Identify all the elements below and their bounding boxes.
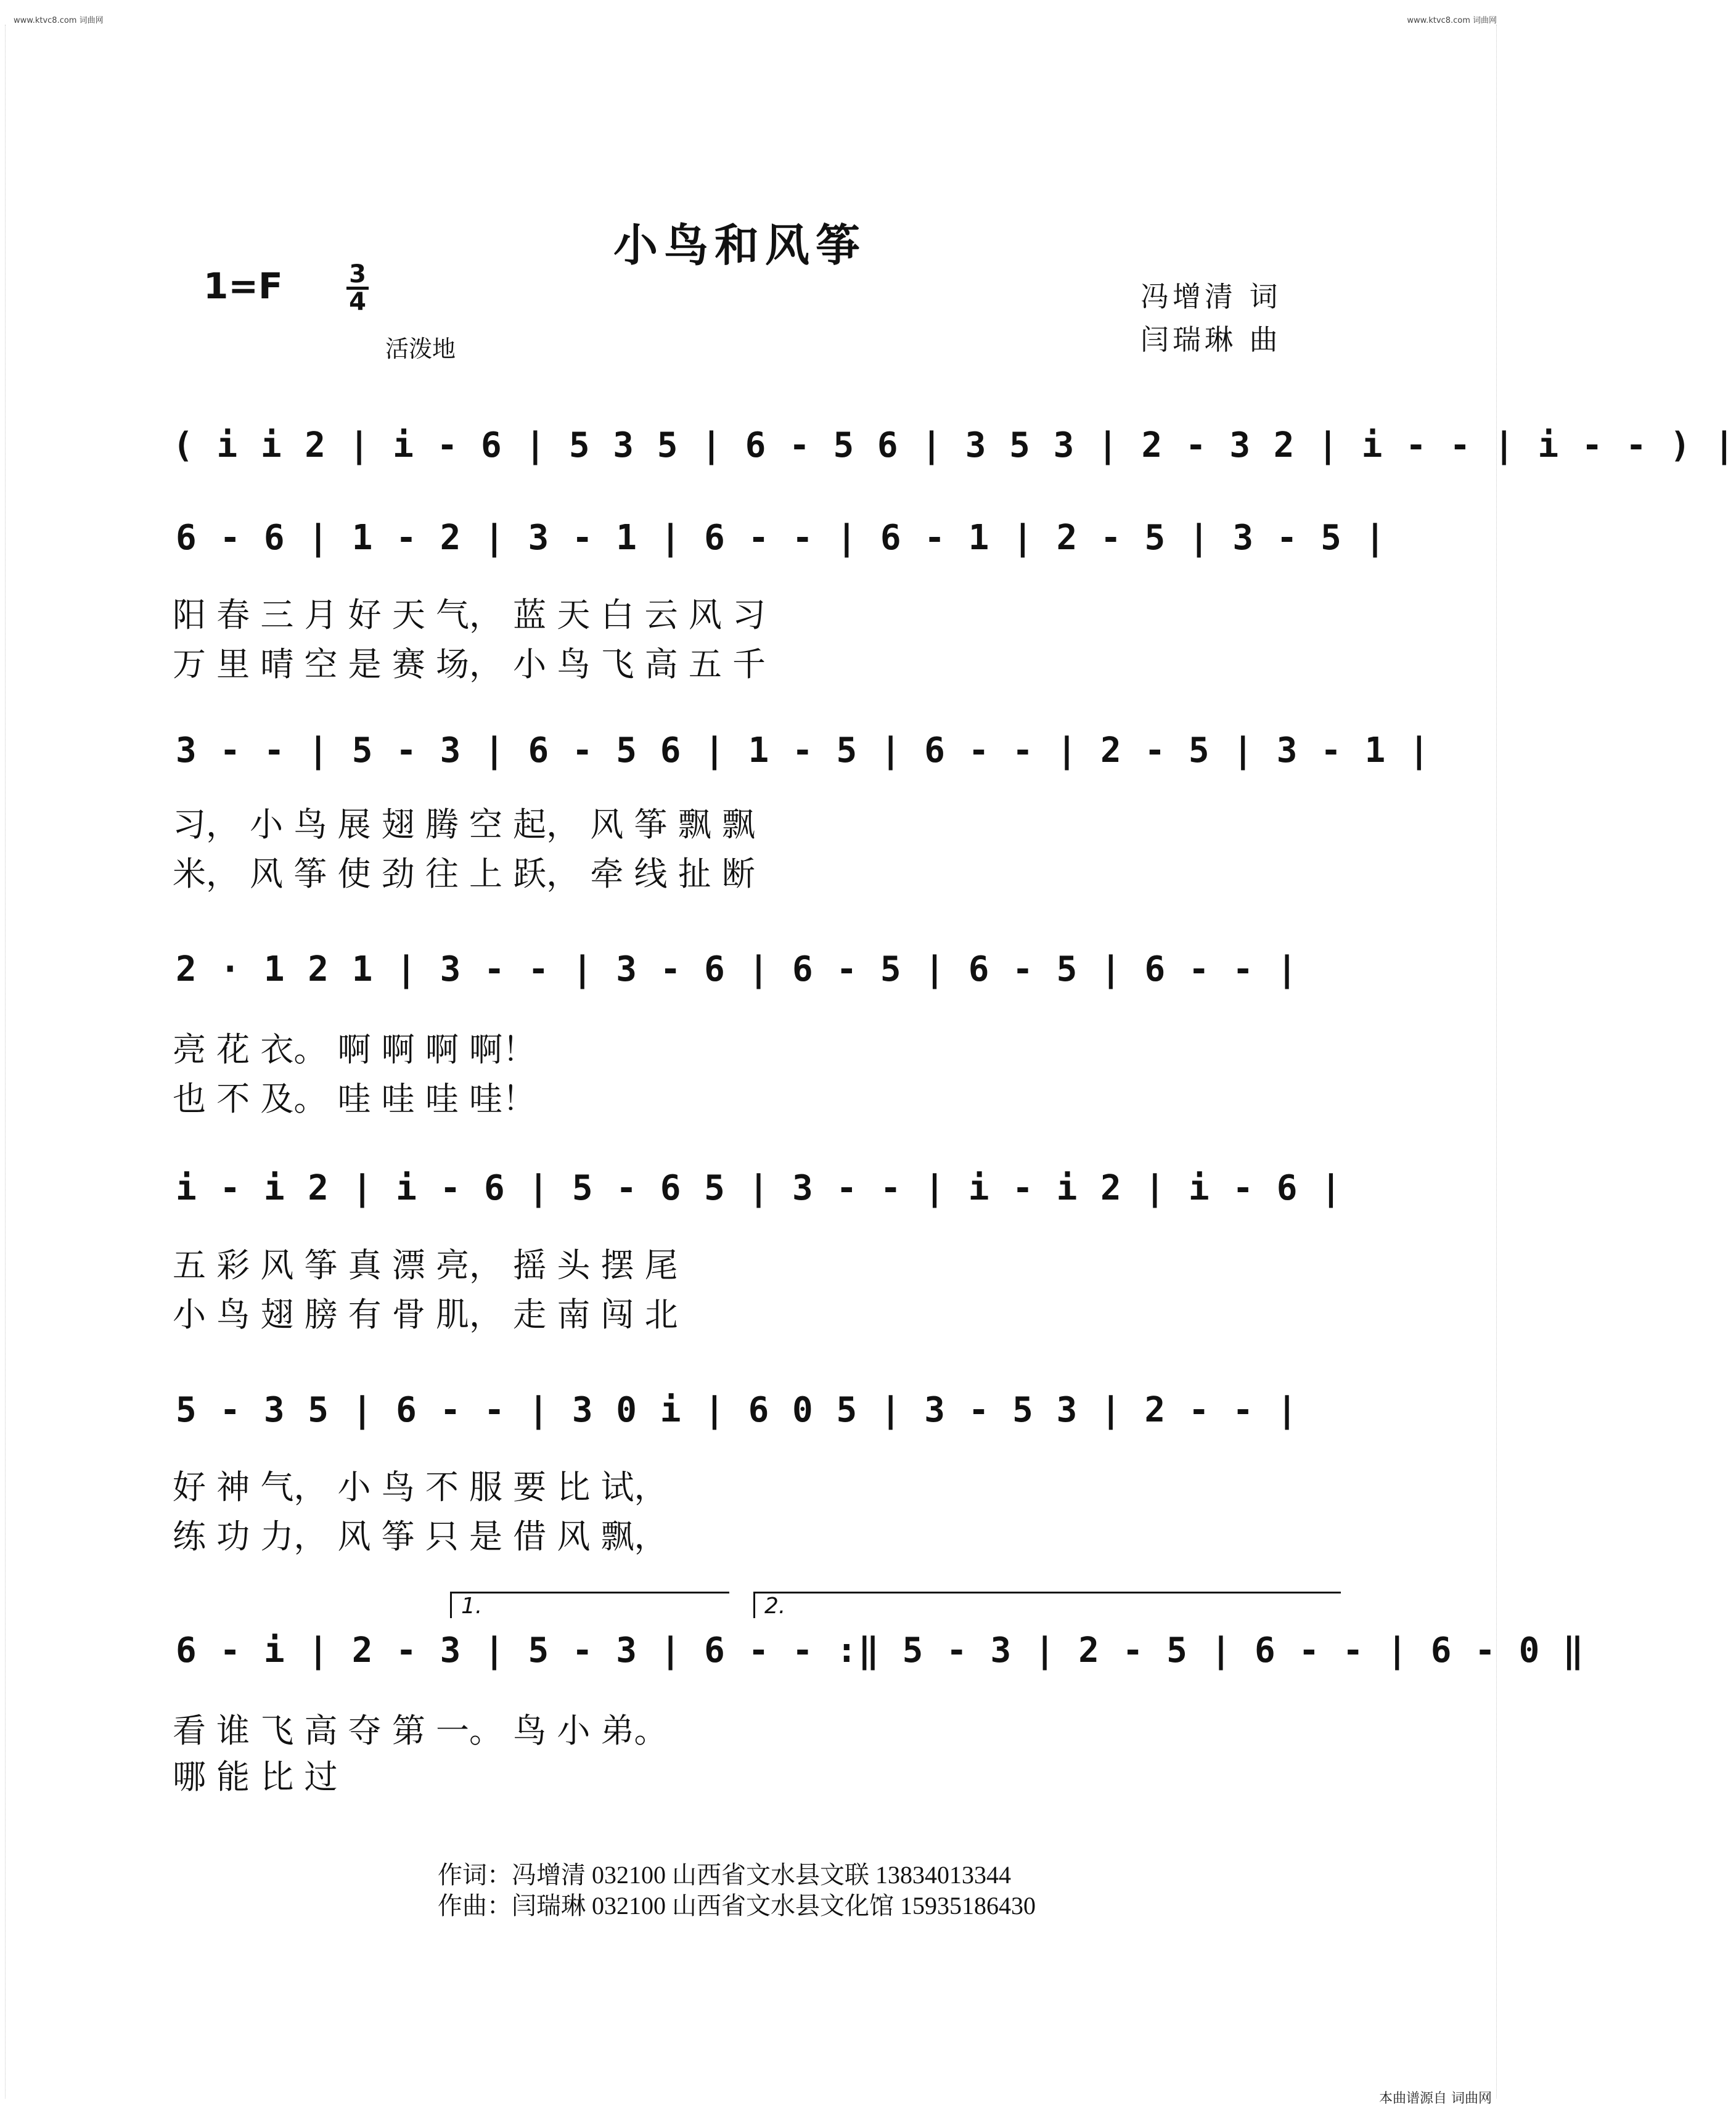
lyric-line-3-v2: 米， 风 筝 使 劲 往 上 跃， 牵 线 扯 断 — [173, 854, 755, 893]
notes-line-5: i - i 2 | i - 6 | 5 - 6 5 | 3 - - | i - i 2 | i - 6 | — [176, 1168, 1343, 1208]
right-margin-strip — [1496, 25, 1505, 2098]
footer-lyricist-contact: 作词：冯增清 032100 山西省文水县文联 13834013344 — [438, 1861, 1011, 1889]
lyric-line-3-v1: 习， 小 鸟 展 翅 腾 空 起， 风 筝 飘 飘 — [173, 805, 755, 844]
meter-bottom: 4 — [349, 288, 366, 316]
lyric-line-7-v2: 哪 能 比 过 — [173, 1757, 338, 1796]
page-title: 小鸟和风筝 — [613, 219, 867, 271]
notes-line-3: 3 - - | 5 - 3 | 6 - 5 6 | 1 - 5 | 6 - - | 2 - 5 | 3 - 1 | — [176, 730, 1431, 771]
key-signature: 1=F — [203, 265, 283, 307]
lyric-line-2-v2: 万 里 晴 空 是 赛 场， 小 鸟 飞 高 五 千 — [173, 645, 766, 684]
notes-line-2: 6 - 6 | 1 - 2 | 3 - 1 | 6 - - | 6 - 1 | 2 - 5 | 3 - 5 | — [176, 518, 1387, 558]
notes-line-7: 6 - i | 2 - 3 | 5 - 3 | 6 - - :‖ 5 - 3 | 2 - 5 | 6 - - | 6 - 0 ‖ — [176, 1630, 1585, 1671]
watermark-left: www.ktvc8.com 词曲网 — [14, 16, 104, 25]
lyric-line-4-v1: 亮 花 衣。 啊 啊 啊 啊！ — [173, 1030, 536, 1069]
footer-composer-contact: 作曲：闫瑞琳 032100 山西省文水县文化馆 15935186430 — [438, 1892, 1036, 1920]
volta-second-ending — [753, 1592, 1341, 1618]
left-margin-strip — [5, 25, 14, 2098]
volta-second-label: 2. — [764, 1593, 786, 1619]
lyric-line-4-v2: 也 不 及。 哇 哇 哇 哇！ — [173, 1079, 536, 1118]
composer-credit: 闫瑞琳 曲 — [1140, 323, 1282, 356]
time-signature — [345, 262, 370, 314]
notes-line-4: 2 · 1 2 1 | 3 - - | 3 - 6 | 6 - 5 | 6 - 5 | 6 - - | — [176, 949, 1299, 989]
lyric-line-5-v2: 小 鸟 翅 膀 有 骨 肌， 走 南 闯 北 — [173, 1295, 678, 1334]
tempo-marking: 活泼地 — [385, 335, 456, 362]
lyricist-credit: 冯增清 词 — [1140, 280, 1282, 313]
volta-first-ending — [450, 1592, 729, 1618]
notes-line-6: 5 - 3 5 | 6 - - | 3 0 i | 6 0 5 | 3 - 5 3 | 2 - - | — [176, 1390, 1299, 1430]
lyric-line-6-v1: 好 神 气， 小 鸟 不 服 要 比 试， — [173, 1468, 668, 1507]
source-note: 本曲谱源自 词曲网 — [1379, 2091, 1492, 2106]
watermark-right: www.ktvc8.com 词曲网 — [1407, 16, 1497, 25]
lyric-line-2-v1: 阳 春 三 月 好 天 气， 蓝 天 白 云 风 习 — [173, 595, 766, 634]
lyric-line-7-v1: 看 谁 飞 高 夺 第 一。 鸟 小 弟。 — [173, 1711, 668, 1750]
meter-top: 3 — [349, 260, 366, 288]
volta-first-label: 1. — [461, 1593, 483, 1619]
notes-line-1: ( i i 2 | i - 6 | 5 3 5 | 6 - 5 6 | 3 5 3 | 2 - 3 2 | i - - | i - - ) | — [173, 425, 1736, 465]
lyric-line-6-v2: 练 功 力， 风 筝 只 是 借 风 飘， — [173, 1517, 668, 1556]
lyric-line-5-v1: 五 彩 风 筝 真 漂 亮， 摇 头 摆 尾 — [173, 1246, 678, 1285]
